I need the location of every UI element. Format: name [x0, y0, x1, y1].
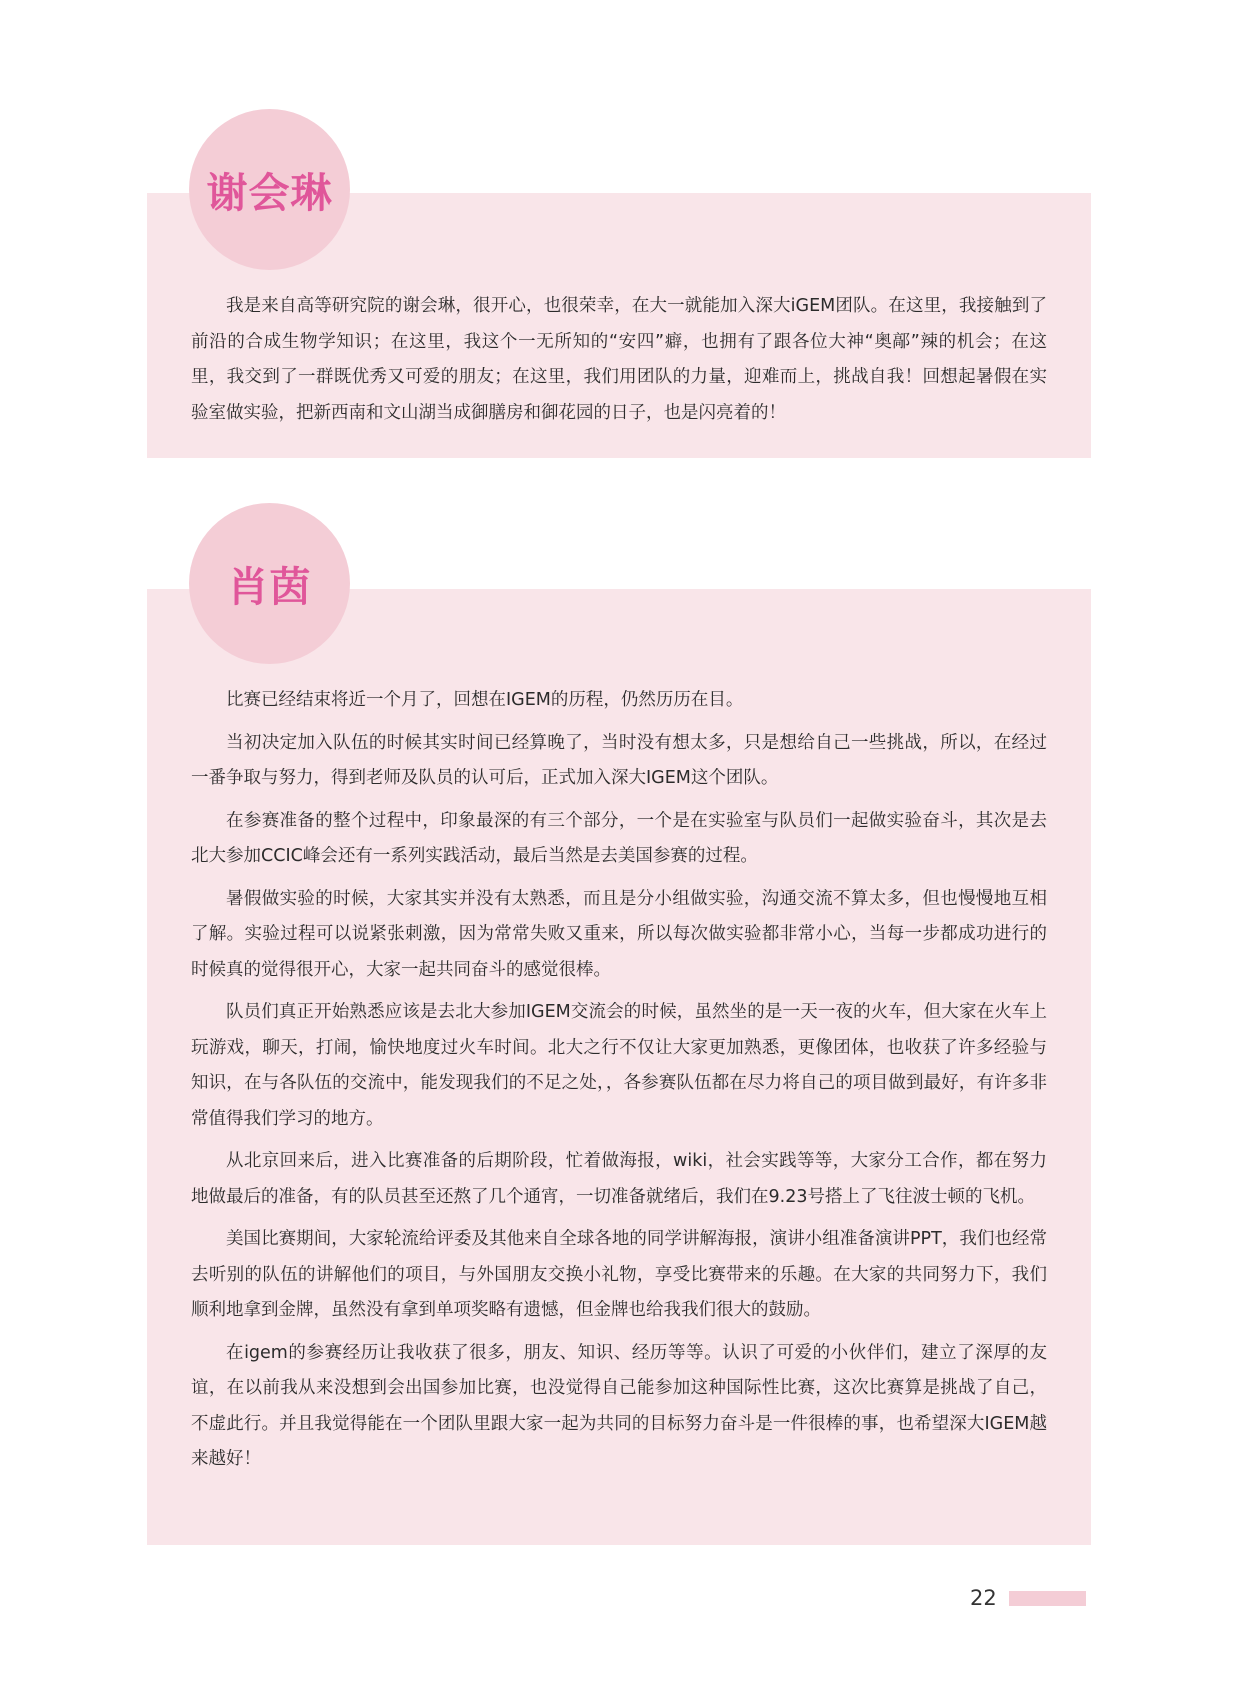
profile-2-name: 肖茵 [227, 563, 312, 611]
profile-2-paragraph: 从北京回来后，进入比赛准备的后期阶段，忙着做海报，wiki，社会实践等等，大家分工合作，都在努力地做最后的准备，有的队员甚至还熬了几个通宵，一切准备就绪后，我们在9.23号搭上了飞往波士顿的飞机。 [191, 1151, 1047, 1207]
profile-1-paragraph: 我是来自高等研究院的谢会琳，很开心，也很荣幸，在大一就能加入深大iGEM团队。在这里，我接触到了前沿的合成生物学知识；在这里，我这个一无所知的“安四”癖，也拥有了跟各位大神“奥鄗”辣的机会；在这里，我交到了一群既优秀又可爱的朋友；在这里，我们用团队的力量，迎难而上，挑战自我！回想起暑假在实验室做实验，把新西南和文山湖当成御膳房和御花园的日子，也是闪亮着的！ [191, 296, 1047, 423]
profile-2-paragraph: 暑假做实验的时候，大家其实并没有太熟悉，而且是分小组做实验，沟通交流不算太多，但也慢慢地互相了解。实验过程可以说紧张刺激，因为常常失败又重来，所以每次做实验都非常小心，当每一步都成功进行的时候真的觉得很开心，大家一起共同奋斗的感觉很棒。 [191, 888, 1047, 980]
profile-2-paragraph: 比赛已经结束将近一个月了，回想在IGEM的历程，仍然历历在目。 [226, 690, 744, 710]
profile-1-name: 谢会琳 [206, 169, 333, 217]
profile-card-2 [147, 589, 1091, 1545]
page-footer [970, 1580, 1086, 1616]
profile-2-paragraph: 在igem的参赛经历让我收获了很多，朋友、知识、经历等等。认识了可爱的小伙伴们，建立了深厚的友谊，在以前我从来没想到会出国参加比赛，也没觉得自己能参加这种国际性比赛，这次比赛算是挑战了自己，不虚此行。并且我觉得能在一个团队里跟大家一起为共同的目标努力奋斗是一件很棒的事，也希望深大IGEM越来越好！ [191, 1342, 1047, 1469]
page-number: 22 [970, 1586, 997, 1610]
profile-2-body [191, 683, 1047, 1485]
profile-2-name-badge [189, 503, 350, 664]
profile-1-body [191, 289, 1047, 431]
footer-accent-bar [1009, 1591, 1086, 1606]
profile-2-paragraph: 美国比赛期间，大家轮流给评委及其他来自全球各地的同学讲解海报，演讲小组准备演讲PPT，我们也经常去听别的队伍的讲解他们的项目，与外国朋友交换小礼物，享受比赛带来的乐趣。在大家的共同努力下，我们顺利地拿到金牌，虽然没有拿到单项奖略有遗憾，但金牌也给我我们很大的鼓励。 [191, 1229, 1047, 1320]
profile-2-paragraph: 当初决定加入队伍的时候其实时间已经算晚了，当时没有想太多，只是想给自己一些挑战，所以，在经过一番争取与努力，得到老师及队员的认可后，正式加入深大IGEM这个团队。 [191, 732, 1047, 788]
profile-1-name-badge [189, 109, 350, 270]
profile-2-paragraph: 在参赛准备的整个过程中，印象最深的有三个部分，一个是在实验室与队员们一起做实验奋斗，其次是去北大参加CCIC峰会还有一系列实践活动，最后当然是去美国参赛的过程。 [191, 810, 1047, 866]
profile-2-paragraph: 队员们真正开始熟悉应该是去北大参加IGEM交流会的时候，虽然坐的是一天一夜的火车，但大家在火车上玩游戏，聊天，打闹，愉快地度过火车时间。北大之行不仅让大家更加熟悉，更像团体，也收获了许多经验与知识，在与各队伍的交流中，能发现我们的不足之处，，各参赛队伍都在尽力将自己的项目做到最好，有许多非常值得我们学习的地方。 [191, 1002, 1047, 1129]
